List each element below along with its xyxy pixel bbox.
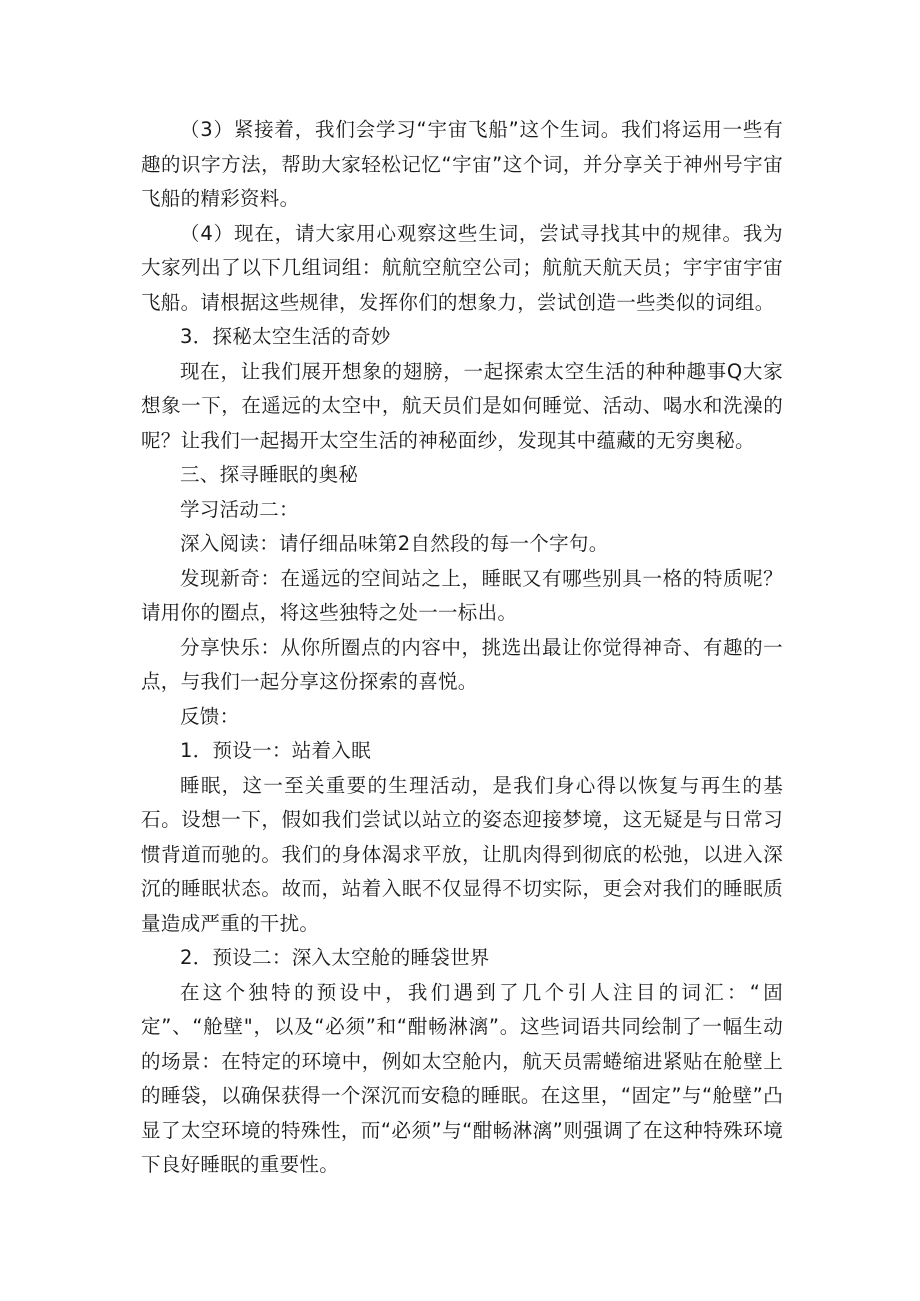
paragraph-step-3: （3）紧接着，我们会学习“宇宙飞船”这个生词。我们将运用一些有趣的识字方法，帮助大家轻松记忆“宇宙”这个词，并分享关于神州号宇宙飞船的精彩资料。 [141,118,783,210]
heading-feedback: 反馈： [180,704,240,728]
paragraph-space-life: 现在，让我们展开想象的翅膀，一起探索太空生活的种种趣事Q大家想象一下，在遥远的太空中，航天员们是如何睡觉、活动、喝水和洗澡的呢？让我们一起揭开太空生活的神秘面纱，发现其中蕴藏的无穷奥秘。 [141,359,783,452]
heading-sleep-mystery: 三、探寻睡眠的奥秘 [180,463,359,486]
heading-preset-1: 1．预设一：站着入眠 [180,739,371,762]
heading-activity-two: 学习活动二： [180,497,299,521]
paragraph-share: 分享快乐：从你所圈点的内容中，挑选出最让你觉得神奇、有趣的一点，与我们一起分享这份探索的喜悦。 [141,635,783,693]
heading-explore-space-life: 3．探秘太空生活的奇妙 [180,325,391,348]
paragraph-discover: 发现新奇：在遥远的空间站之上，睡眠又有哪些别具一格的特质呢？请用你的圈点，将这些独特之处一一标出。 [141,566,783,624]
paragraph-preset-1: 睡眠，这一至关重要的生理活动，是我们身心得以恢复与再生的基石。设想一下，假如我们尝试以站立的姿态迎接梦境，这无疑是与日常习惯背道而驰的。我们的身体渴求平放，让肌肉得到彻底的松弛，以进入深沉的睡眠状态。故而，站着入眠不仅显得不切实际，更会对我们的睡眠质量造成严重的干扰。 [141,773,783,935]
paragraph-deep-reading: 深入阅读：请仔细品味第2自然段的每一个字句。 [180,532,609,555]
heading-preset-2: 2．预设二：深入太空舱的睡袋世界 [180,946,490,969]
paragraph-step-4: （4）现在，请大家用心观察这些生词，尝试寻找其中的规律。我为大家列出了以下几组词组：航航空航空公司；航航天航天员；宇宇宙宇宙飞船。请根据这些规律，发挥你们的想象力，尝试创造一些类似的词组。 [141,221,783,314]
document-body [141,113,783,1183]
paragraph-preset-2: 在这个独特的预设中，我们遇到了几个引人注目的词汇：“固定”、“舱壁"，以及“必须”和“酣畅淋漓”。这些词语共同绘制了一幅生动的场景：在特定的环境中，例如太空舱内，航天员需蜷缩进紧贴在舱壁上的睡袋，以确保获得一个深沉而安稳的睡眠。在这里，“固定”与“舱壁”凸显了太空环境的特殊性，而“必须”与“酣畅淋漓”则强调了在这种特殊环境下良好睡眠的重要性。 [141,980,783,1176]
